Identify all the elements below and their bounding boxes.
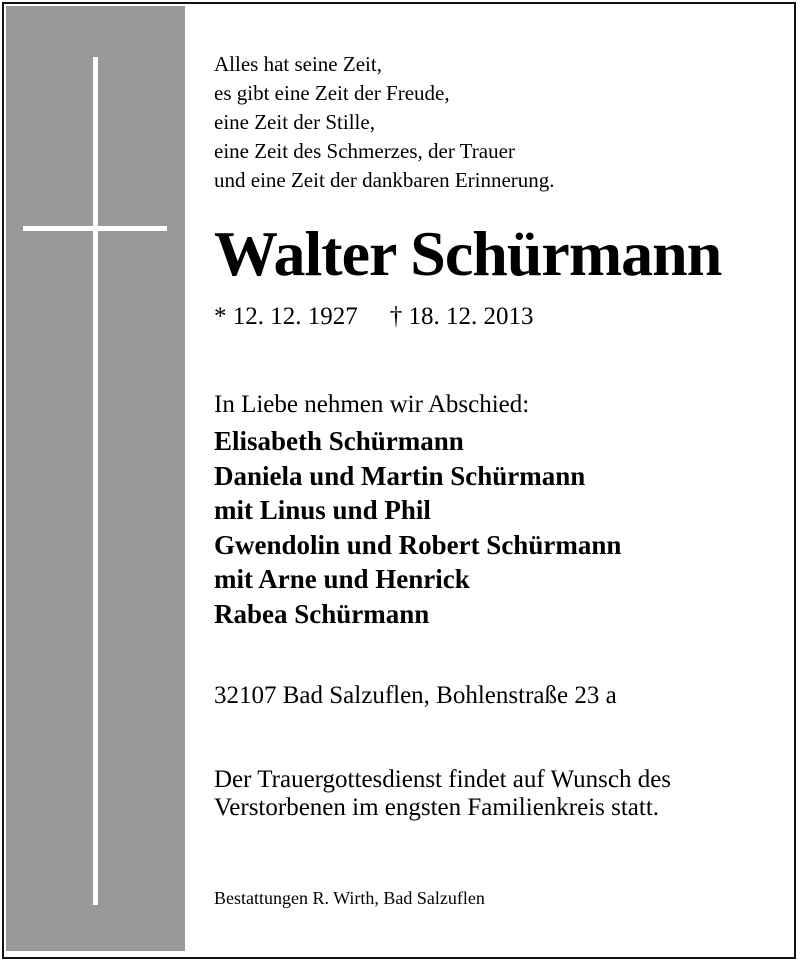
- poem-line: und eine Zeit der dankbaren Erinnerung.: [214, 168, 555, 192]
- mourner-line: Daniela und Martin Schürmann: [214, 460, 586, 491]
- birth-date: * 12. 12. 1927: [214, 303, 358, 330]
- mourner-line: Elisabeth Schürmann: [214, 426, 464, 456]
- life-dates: [214, 300, 534, 334]
- mourner-line: mit Arne und Henrick: [214, 564, 470, 594]
- poem: [214, 50, 555, 195]
- service-line: Der Trauergottesdienst findet auf Wunsch des: [214, 766, 672, 793]
- poem-line: eine Zeit des Schmerzes, der Trauer: [214, 139, 515, 163]
- mourner-line: Gwendolin und Robert Schürmann: [214, 529, 622, 560]
- mourner-line: Rabea Schürmann: [214, 598, 430, 629]
- farewell-intro: In Liebe nehmen wir Abschied:: [214, 391, 530, 418]
- service-line: Verstorbenen im engsten Familienkreis statt.: [214, 794, 660, 821]
- address: 32107 Bad Salzuflen, Bohlenstraße 23 a: [214, 682, 617, 709]
- deceased-name: Walter Schürmann: [214, 218, 722, 289]
- cross-icon: [93, 57, 98, 905]
- cross-icon-bar: [23, 226, 167, 231]
- service-notice: [214, 766, 671, 822]
- poem-line: es gibt eine Zeit der Freude,: [214, 81, 450, 105]
- mourner-line: mit Linus und Phil: [214, 495, 431, 525]
- undertaker: Bestattungen R. Wirth, Bad Salzuflen: [214, 888, 485, 908]
- poem-line: Alles hat seine Zeit,: [214, 52, 382, 76]
- death-date: † 18. 12. 2013: [389, 303, 534, 330]
- mourners-list: [214, 424, 621, 631]
- poem-line: eine Zeit der Stille,: [214, 110, 375, 134]
